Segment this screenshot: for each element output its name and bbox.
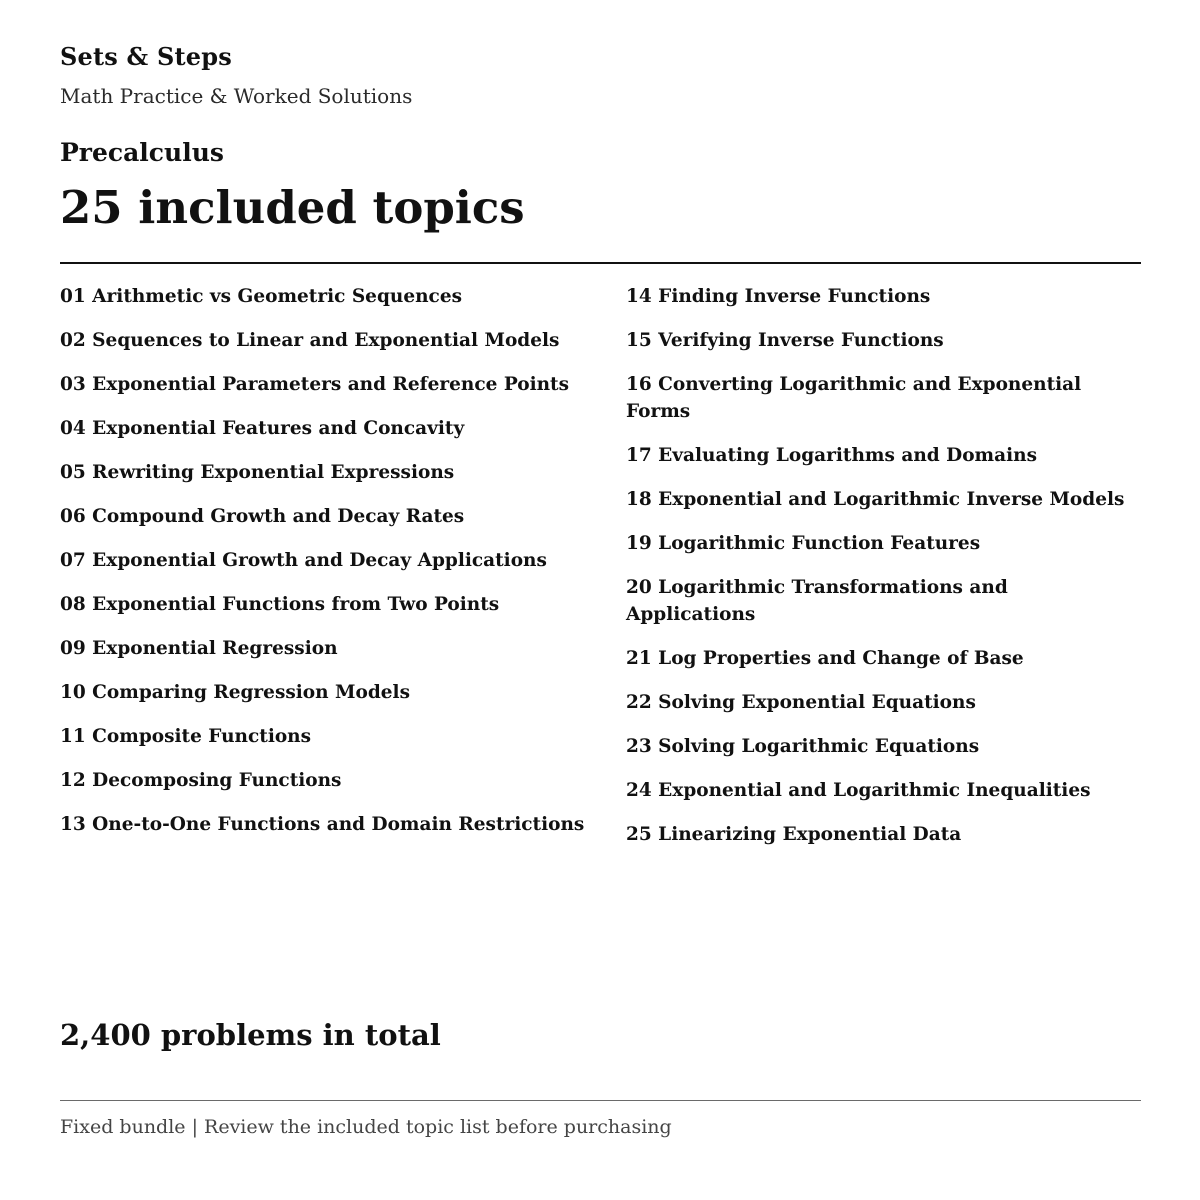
- topic-item: 05 Rewriting Exponential Expressions: [60, 462, 455, 483]
- topic-item: 16 Converting Logarithmic and Exponential Forms: [626, 374, 1082, 422]
- subject-title: Precalculus: [60, 138, 224, 167]
- topic-item: 23 Solving Logarithmic Equations: [626, 736, 980, 757]
- topic-item: 01 Arithmetic vs Geometric Sequences: [60, 286, 463, 307]
- topic-item: 13 One-to-One Functions and Domain Restrictions: [60, 814, 585, 835]
- topic-list-right: [626, 283, 1141, 865]
- topic-item: 02 Sequences to Linear and Exponential Models: [60, 330, 560, 351]
- topic-item: 18 Exponential and Logarithmic Inverse Models: [626, 489, 1125, 510]
- topic-item: 06 Compound Growth and Decay Rates: [60, 506, 465, 527]
- topic-item: 08 Exponential Functions from Two Points: [60, 594, 500, 615]
- footer-note: Fixed bundle | Review the included topic list before purchasing: [60, 1116, 672, 1138]
- brand-name: Sets & Steps: [60, 42, 232, 71]
- brand-tagline: Math Practice & Worked Solutions: [60, 84, 413, 108]
- topic-item: 19 Logarithmic Function Features: [626, 533, 981, 554]
- topic-item: 10 Comparing Regression Models: [60, 682, 411, 703]
- footer-divider: [60, 1100, 1141, 1101]
- problem-total: 2,400 problems in total: [60, 1018, 441, 1052]
- topic-item: 14 Finding Inverse Functions: [626, 286, 931, 307]
- page-title: 25 included topics: [60, 181, 525, 234]
- topic-item: 03 Exponential Parameters and Reference Points: [60, 374, 570, 395]
- topic-item: 24 Exponential and Logarithmic Inequalities: [626, 780, 1091, 801]
- topic-list-left: [60, 283, 600, 855]
- topic-item: 22 Solving Exponential Equations: [626, 692, 976, 713]
- topic-item: 04 Exponential Features and Concavity: [60, 418, 465, 439]
- product-sheet: [60, 0, 1141, 1200]
- topic-item: 07 Exponential Growth and Decay Applications: [60, 550, 547, 571]
- topic-item: 21 Log Properties and Change of Base: [626, 648, 1024, 669]
- topic-item: 17 Evaluating Logarithms and Domains: [626, 445, 1038, 466]
- topic-item: 11 Composite Functions: [60, 726, 312, 747]
- topic-item: 20 Logarithmic Transformations and Applications: [626, 577, 1008, 625]
- topic-item: 15 Verifying Inverse Functions: [626, 330, 944, 351]
- topic-item: 25 Linearizing Exponential Data: [626, 824, 962, 845]
- header-divider: [60, 262, 1141, 264]
- topic-item: 09 Exponential Regression: [60, 638, 338, 659]
- topic-item: 12 Decomposing Functions: [60, 770, 342, 791]
